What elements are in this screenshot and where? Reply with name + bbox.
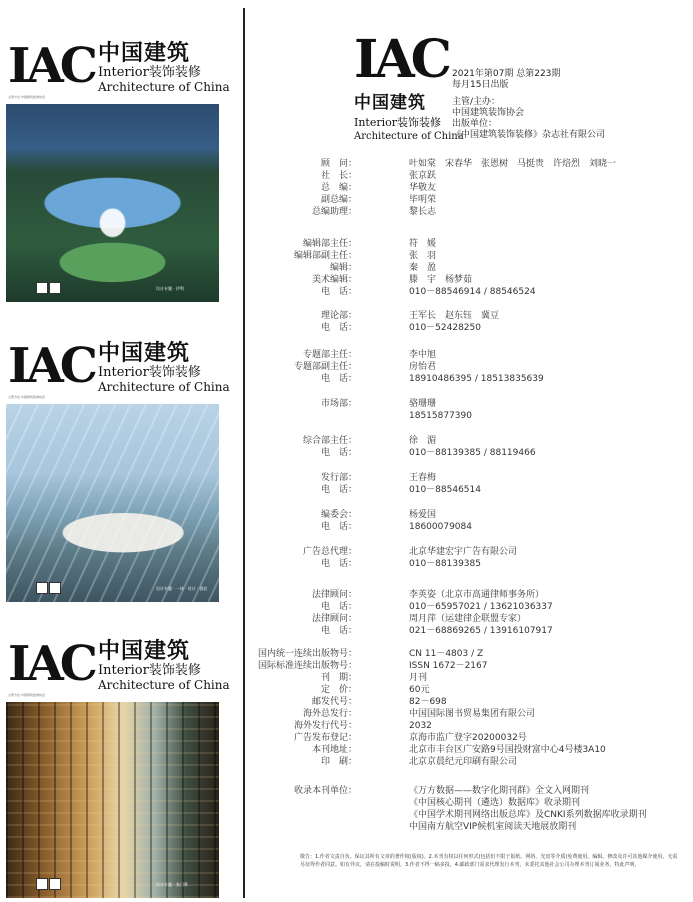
staff-row <box>260 733 680 744</box>
cover-en-line2: Architecture of China <box>98 678 230 692</box>
staff-row <box>260 362 680 373</box>
staff-value: CN 11－4803 / Z <box>409 649 484 659</box>
staff-value: 中国国际图书贸易集团有限公司 <box>409 709 536 719</box>
staff-row <box>260 810 680 821</box>
staff-label: 电 话： <box>320 485 357 495</box>
masthead-en-line1 <box>354 114 464 130</box>
staff-value: 月刊 <box>409 673 428 683</box>
staff-row <box>260 721 680 732</box>
iac-logo: IAC <box>354 29 449 90</box>
staff-row <box>260 590 680 601</box>
staff-value: 010－52428250 <box>409 323 481 333</box>
iac-logo: IAC <box>8 636 94 692</box>
staff-value: 徐 湄 <box>409 436 437 446</box>
staff-label: 社 长： <box>320 171 357 181</box>
cover-cn-title: 中国建筑 <box>98 638 191 664</box>
cover-caption: 设计专题 · 伊利 <box>156 286 184 292</box>
cover-en-line2: Architecture of China <box>98 380 230 394</box>
staff-value: 2032 <box>409 721 432 731</box>
staff-value: 李英姿（北京市高通律师事务所） <box>409 590 545 600</box>
staff-value: 秦 盈 <box>409 263 437 273</box>
staff-value: 60元 <box>409 685 430 695</box>
staff-value: 房怡君 <box>409 362 437 372</box>
staff-row <box>260 709 680 720</box>
staff-row <box>260 547 680 558</box>
cover-photo <box>6 104 219 302</box>
staff-row <box>260 350 680 361</box>
staff-row <box>260 207 680 218</box>
staff-row <box>260 411 680 422</box>
masthead-cn-title: 中国建筑 <box>354 93 426 113</box>
staff-value: 《中国核心期刊（遴选）数据库》收录期刊 <box>409 798 581 808</box>
staff-row <box>260 323 680 334</box>
en-interior: Interior <box>98 365 149 380</box>
cover-caption: 设计专题 · 一体 · 设计 · 酒店 <box>156 586 208 592</box>
staff-row <box>260 757 680 768</box>
staff-label: 电 话： <box>320 522 357 532</box>
staff-value: 华敬友 <box>409 183 437 193</box>
staff-row <box>260 485 680 496</box>
staff-row <box>260 436 680 447</box>
issue-number: 2021年第07期 总第223期 <box>452 69 561 79</box>
staff-label: 电 话： <box>320 323 357 333</box>
staff-label: 电 话： <box>320 374 357 384</box>
publisher-line: 出版单位： <box>452 119 498 129</box>
staff-value: 王军长 赵东钰 冀豆 <box>409 311 500 321</box>
en-interior: Interior <box>98 65 149 80</box>
staff-value: 北京华建宏宇广告有限公司 <box>409 547 518 557</box>
staff-label: 顾 问： <box>320 159 357 169</box>
cn-sub: 装饰装修 <box>397 116 442 129</box>
staff-row <box>260 522 680 533</box>
staff-label: 副总编： <box>320 195 357 205</box>
staff-label: 本刊地址： <box>311 745 357 755</box>
cover-masthead <box>6 38 230 104</box>
staff-label: 编辑： <box>329 263 357 273</box>
cover-small-text: 主管方位·中国建筑装饰协会 <box>8 95 45 99</box>
staff-value: 符 媛 <box>409 239 437 249</box>
staff-value: 18600079084 <box>409 522 472 532</box>
iac-logo: IAC <box>8 338 94 394</box>
staff-label: 刊 期： <box>320 673 357 683</box>
staff-value: 010－88546514 <box>409 485 481 495</box>
issue-info <box>452 69 560 91</box>
staff-value: 18515877390 <box>409 411 472 421</box>
staff-label: 编辑部主任： <box>302 239 357 249</box>
staff-label: 综合部主任： <box>302 436 357 446</box>
staff-label: 总编助理： <box>311 207 357 217</box>
staff-row <box>260 275 680 286</box>
staff-row <box>260 673 680 684</box>
staff-label: 市场部： <box>320 399 357 409</box>
publisher-line: 《中国建筑装饰装修》杂志社有限公司 <box>452 130 606 140</box>
staff-value: 021－68869265 / 13916107917 <box>409 626 553 636</box>
staff-row <box>260 614 680 625</box>
cover-en-line1 <box>98 664 201 677</box>
staff-label: 理论部： <box>320 311 357 321</box>
staff-row <box>260 745 680 756</box>
staff-row <box>260 822 680 833</box>
cover-small-text: 主管方位·中国建筑装饰协会 <box>8 693 45 697</box>
staff-value: 周月萍（运建律企联盟专家） <box>409 614 527 624</box>
staff-value: 北京市丰台区广安路9号国投财富中心4号楼3A10 <box>409 745 606 755</box>
cover-masthead <box>6 338 230 404</box>
staff-row <box>260 183 680 194</box>
staff-value: ISSN 1672－2167 <box>409 661 488 671</box>
staff-value: 骆珊珊 <box>409 399 437 409</box>
staff-label: 法律顾问： <box>311 590 357 600</box>
staff-row <box>260 510 680 521</box>
masthead-en-line2: Architecture of China <box>354 131 464 142</box>
staff-value: 《万方数据——数字化期刊群》全文入网期刊 <box>409 786 590 796</box>
staff-row <box>260 374 680 385</box>
staff-row <box>260 159 680 170</box>
staff-label: 海外发行代号： <box>293 721 357 731</box>
qr-code-icon <box>36 282 48 294</box>
staff-label: 印 刷： <box>320 757 357 767</box>
staff-value: 010－88546914 / 88546524 <box>409 287 536 297</box>
issue-frequency: 每月15日出版 <box>452 80 509 90</box>
vertical-divider <box>243 8 245 898</box>
publisher-line: 主管/主办： <box>452 97 501 107</box>
cn-sub: 装饰装修 <box>148 65 201 80</box>
staff-row <box>260 448 680 459</box>
staff-row <box>260 311 680 322</box>
staff-row <box>260 626 680 637</box>
staff-label: 国际标准连续出版物号： <box>257 661 357 671</box>
cn-sub: 装饰装修 <box>148 663 201 678</box>
staff-value: 杨爱国 <box>409 510 437 520</box>
publisher-info <box>452 97 605 141</box>
publisher-line: 中国建筑装饰协会 <box>452 108 525 118</box>
en-interior: Interior <box>98 663 149 678</box>
cover-en-line1 <box>98 366 201 379</box>
staff-label: 编委会： <box>320 510 357 520</box>
staff-label: 专题部副主任： <box>293 362 357 372</box>
staff-value: 北京京晨纪元印刷有限公司 <box>409 757 518 767</box>
staff-row <box>260 263 680 274</box>
staff-value: 010－88139385 / 88119466 <box>409 448 536 458</box>
cover-small-text: 主管方位·中国建筑装饰协会 <box>8 395 45 399</box>
staff-label: 电 话： <box>320 602 357 612</box>
staff-row <box>260 697 680 708</box>
staff-value: 010－88139385 <box>409 559 481 569</box>
staff-value: 张京跃 <box>409 171 437 181</box>
cover-photo <box>6 404 219 602</box>
cover-photo <box>6 702 219 898</box>
staff-row <box>260 195 680 206</box>
staff-row <box>257 649 680 660</box>
staff-row <box>257 661 680 672</box>
staff-value: 《中国学术期刊网络出版总库》及CNKI系列数据库收录期刊 <box>409 810 647 820</box>
staff-row <box>260 559 680 570</box>
staff-label: 电 话： <box>320 287 357 297</box>
cover-en-line1 <box>98 66 201 79</box>
staff-value: 010－65957021 / 13621036337 <box>409 602 553 612</box>
cover-1 <box>6 38 230 302</box>
staff-row <box>260 239 680 250</box>
staff-value: 黎长志 <box>409 207 437 217</box>
staff-label: 广告发布登记： <box>293 733 357 743</box>
copyright-notice: 敬告：1.作者文责自负。保证其所有文章的著作权(版权)。2.本刊有权以任何形式(包括但不限于报纸、网络、光盘等介质)免费使用、编辑、修改及许可其他媒介使用，无需另征得作者同意。如有异议，请在投稿时说明。3.作者不得一稿多投。4.邮政部门需求代理发行本刊，未委托其他社会公司办理本刊订阅业务，特此声明。 <box>300 854 678 868</box>
staff-row <box>260 399 680 410</box>
cover-caption: 设计专题 · 张门慕 <box>156 882 188 888</box>
staff-value: 中国南方航空VIP候机室阅读天地展放期刊 <box>409 822 577 832</box>
en-interior: Interior <box>354 116 398 129</box>
cover-cn-title: 中国建筑 <box>98 40 191 66</box>
staff-row <box>260 602 680 613</box>
staff-label: 总 编： <box>320 183 357 193</box>
qr-code-icon <box>36 582 48 594</box>
staff-label: 发行部： <box>320 473 357 483</box>
staff-value: 滕 宇 杨梦茹 <box>409 275 473 285</box>
staff-value: 王春梅 <box>409 473 437 483</box>
staff-value: 京海市监广登字20200032号 <box>409 733 527 743</box>
cover-3 <box>6 636 230 898</box>
staff-row <box>260 251 680 262</box>
masthead-logo <box>354 29 464 142</box>
staff-label: 专题部主任： <box>302 350 357 360</box>
staff-label: 电 话： <box>320 559 357 569</box>
staff-label: 编辑部副主任： <box>293 251 357 261</box>
iac-logo: IAC <box>8 38 94 94</box>
cover-masthead <box>6 636 230 702</box>
cn-sub: 装饰装修 <box>148 365 201 380</box>
staff-label: 广告总代理： <box>302 547 357 557</box>
staff-row <box>260 171 680 182</box>
staff-label: 电 话： <box>320 626 357 636</box>
staff-label: 邮发代号： <box>311 697 357 707</box>
cover-2 <box>6 338 230 602</box>
staff-label: 收录本刊单位： <box>293 786 357 796</box>
staff-value: 毕明荣 <box>409 195 437 205</box>
staff-value: 18910486395 / 18513835639 <box>409 374 544 384</box>
staff-label: 海外总发行： <box>302 709 357 719</box>
qr-code-icon <box>36 878 48 890</box>
cover-cn-title: 中国建筑 <box>98 340 191 366</box>
staff-row <box>260 287 680 298</box>
staff-row <box>260 473 680 484</box>
staff-value: 李中旭 <box>409 350 437 360</box>
staff-row <box>260 685 680 696</box>
staff-row <box>260 786 680 797</box>
qr-code-icon <box>49 878 61 890</box>
qr-code-icon <box>49 282 61 294</box>
staff-value: 82－698 <box>409 697 447 707</box>
staff-label: 电 话： <box>320 448 357 458</box>
staff-label: 定 价： <box>320 685 357 695</box>
staff-label: 美术编辑： <box>311 275 357 285</box>
staff-row <box>260 798 680 809</box>
cover-en-line2: Architecture of China <box>98 80 230 94</box>
staff-label: 法律顾问： <box>311 614 357 624</box>
staff-value: 张 羽 <box>409 251 437 261</box>
staff-value: 叶如棠 宋春华 张恩树 马挺贵 许焙烈 刘晓一 <box>409 159 617 169</box>
qr-code-icon <box>49 582 61 594</box>
staff-label: 国内统一连续出版物号： <box>257 649 357 659</box>
